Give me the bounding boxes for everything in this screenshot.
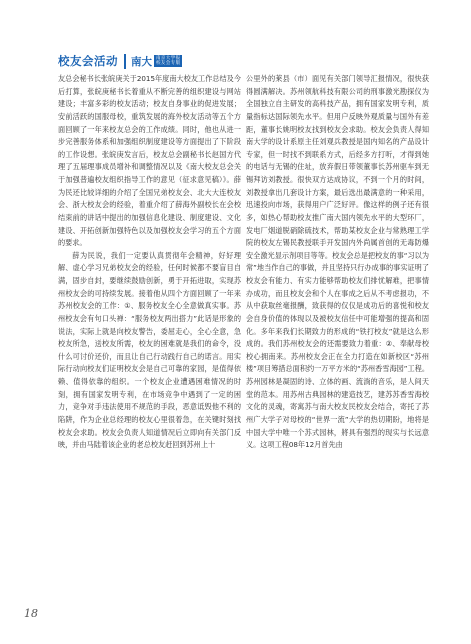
brand-name: 南大	[131, 55, 152, 68]
brand-logo	[131, 54, 182, 69]
brand-box	[154, 55, 182, 68]
right-column	[246, 73, 429, 452]
page-header	[58, 52, 182, 70]
brand-box-line1: 南京大学报	[156, 55, 181, 61]
body-paragraph: 公里外的莱县（市）面见有关部门领导汇报情况，很快获得圆满解决。苏州领航科技有限公司的刑事激光勘探仪为全国独立自主研发的高科技产品，拥有国家发明专利，质量指标达国际领先水平。但用户反映外观质量与国外有差距，董事长姚明校友找到校友会求助。校友会负责人得知南大学的设计系原主任刘观兵教授是国内知名的产品设计专家，但一时找不到联系方式，后经多方打听，才得到她的电话与无锡的住址，放弃假日带领董事长苏州驱车到无锡拜访刘教授。很快双方达成协议，不到一个月的时间，刘教授拿出几套设计方案，最后选出最满意的一种采用，迅速投向市场，获得用户广泛好评。像这样的例子还有很多，如热心帮助校友推广南大国内领先水平的大型环厂，发电厂烟道脱硝除硫技术，帮助某校友企业与常熟理工学院的校友左锡民教授联手开发国内外尚属首创的无毒防爆安全激光显示剂项目等等。校友会总是把校友的事“习以为常”地当作自己的事做，并且坚持只行办成事的事实证明了校友会有能力、有实力能够帮助校友们排忧解难，把事情办成功，而且校友会和个人在事成之后从不考虑报功，不从中获取丝毫报酬，致获得的仅仅是成功后的喜悦和校友会自身价值的体现以及被校友信任中可能增强的提高和固化。多年来我们长期致力的形成的“铁打校友”就是这么形成的。我们苏州校友会的还需要致力着重：②、奉献母校校心拥南来。苏州校友会正在全力打造在如新校区“苏州楼”项目筹措总面积约一万平方米的“苏州香雪海园”工程。苏州园林是凝固的诗、立体的画、流淌的音乐，是人间天堂的范本。用苏州古典园林的建造技艺，建苏苏香雪海校文化的灵魂，寄寓苏与南大校友民校友会结合，寄托了苏州广大学子对母校的“世界一流”大学的热切期盼，地将是中国大学中唯一个苏式园林，將具有强烈的现实与长远意义。这项工程08年12月首先由	[246, 74, 429, 450]
body-paragraph: 友总会秘书长张皖庚关于2015年度南大校友工作总结及今后打算，张皖庚秘书长着重从不断完善的组织建设与网站建设；丰富多彩的校友活动；校友自身事业的促进发展；安前活跃的国服母校，重筑发展的海外校友活动等五个方面回顾了一年来校友总会的工作成绩。同时，他也从进一步完善服务体系和加强组织制度建设等方面提出了下阶段的工作设想。张皖庚发言后，校友总会副秘书长赵国方代理了五届理事成员增补和调整情况以及《南大校友总会关于加强普遍校友组织指导工作的意见（征求意见稿）》。薛为民还比较详细的介绍了全国兄弟校友会、北大大连校友会、浙大校友会的经验，着重介绍了薛海外副校长在会校结束前的讲话中提出的加强信息化建设、制度建设、文化建设、开拓创新加强特色以及加强校友会学习的五个方面的要求。	[58, 74, 241, 248]
section-title: 校友会活动	[58, 54, 118, 68]
left-column	[58, 73, 241, 452]
brand-box-line2: 校友会专版	[156, 61, 181, 66]
body-paragraph: 薛为民说，我们一定要认真贯彻年会精神，好好理解、虚心学习兄弟校友会的经验，任何时候都不要盲目自满，固步自封，要继续鼓励创新，勇于开拓进取，实现苏州校友会的可持续发展。接着他从四个方面回顾了一年来苏州校友会的工作：①、服务校友全心全意做真实事。苏州校友会有句口头禅：“服务校友两出搭力”此话是形象的说法，实际上就是向校友警告，委屈走心，全心全意，急校友所急，送校友所需，校友的困难就是我们的命令，没什么可讨价还价，而且让自己行动践行自己的诺言。用实际行动向校友们证明校友会是自己可靠的家园，是值得依赖、值得依靠的组织。一个校友企业遭遇困难情况的时刻，拥有国家发明专利，在市场竞争中遇到了一定的困力，竞争对手违法使用不规范的手段，恶意诋毁他不利的陷阱，作为企业总经理的校友心里很着急，在关键时刻找校友会求助。校友会负责人知道情况后立即向有关部门反映，并由马陆着该企业的老总校友赶回到苏州上十	[58, 250, 241, 450]
page-number: 18	[24, 607, 38, 620]
header-separator	[124, 54, 126, 69]
